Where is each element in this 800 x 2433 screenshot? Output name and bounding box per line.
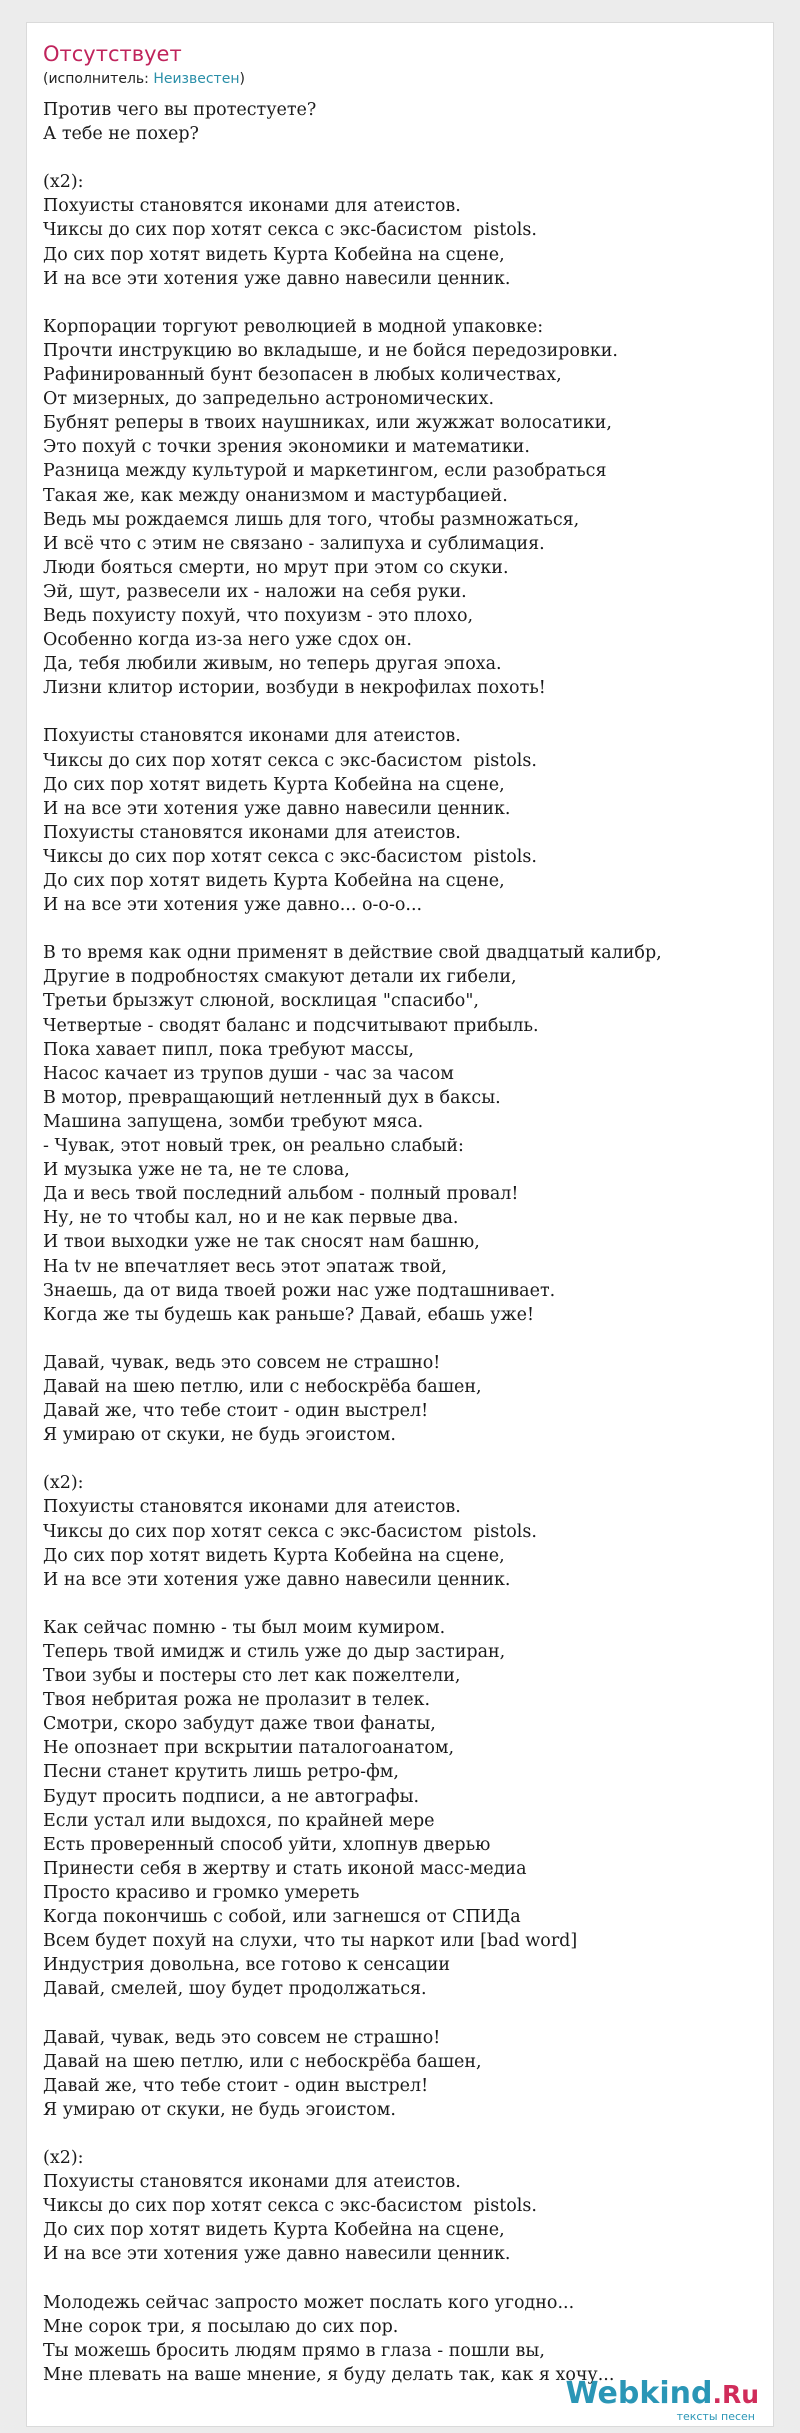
- lyric-line: (x2):: [43, 172, 84, 193]
- lyric-line: [43, 1447, 763, 1471]
- lyric-line: Когда же ты будешь как раньше? Давай, ебашь уже!: [43, 1304, 535, 1325]
- lyric-line: Если устал или выдохся, по крайней мере: [43, 1810, 435, 1831]
- lyric-line: Другие в подробностях смакуют детали их гибели,: [43, 967, 517, 988]
- artist-prefix: (исполнитель:: [43, 71, 154, 87]
- lyric-line: Похуисты становятся иконами для атеистов.: [43, 196, 461, 217]
- lyric-line: [43, 1592, 763, 1616]
- lyric-line: Теперь твой имидж и стиль уже до дыр застиран,: [43, 1642, 506, 1662]
- lyric-line: До сих пор хотят видеть Курта Кобейна на сцене,: [43, 871, 505, 891]
- lyric-line: Да, тебя любили живым, но теперь другая эпоха.: [43, 654, 502, 675]
- lyric-line: Песни станет крутить лишь ретро-фм,: [43, 1762, 399, 1783]
- lyric-line: Похуисты становятся иконами для атеистов.: [43, 2172, 461, 2193]
- lyric-line: Пока хавает пипл, пока требуют массы,: [43, 1039, 414, 1060]
- lyric-line: Просто красиво и громко умереть: [43, 1882, 360, 1903]
- lyric-line: Корпорации торгуют революцией в модной упаковке:: [43, 316, 544, 337]
- lyric-line: Третьи брызжут слюной, восклицая "спасибо",: [43, 991, 479, 1012]
- lyric-line: Как сейчас помню - ты был моим кумиром.: [43, 1617, 446, 1638]
- lyric-line: Против чего вы протестуете?: [43, 100, 317, 120]
- artist-link[interactable]: Неизвестен: [153, 71, 240, 87]
- lyric-line: Особенно когда из-за него уже сдох он.: [43, 630, 412, 651]
- lyric-line: А тебе не похер?: [43, 124, 199, 145]
- lyric-line: В то время как одни применят в действие свой двадцатый калибр,: [43, 943, 662, 964]
- lyric-line: Рафинированный бунт безопасен в любых количествах,: [43, 365, 562, 386]
- lyric-line: И твои выходки уже не так сносят нам башню,: [43, 1232, 480, 1253]
- lyric-line: На tv не впечатляет весь этот эпатаж твой,: [43, 1256, 447, 1277]
- lyric-line: Молодежь сейчас запросто может послать кого угодно...: [43, 2292, 575, 2313]
- lyric-line: Лизни клитор истории, возбуди в некрофилах похоть!: [43, 678, 546, 699]
- lyric-line: [43, 2122, 763, 2146]
- lyric-line: Такая же, как между онанизмом и мастурбацией.: [43, 485, 508, 506]
- lyric-line: Люди бояться смерти, но мрут при этом со скуки.: [43, 557, 509, 578]
- lyric-line: Чиксы до сих пор хотят секса с экс-басистом pistols.: [43, 1521, 537, 1542]
- lyric-line: Чиксы до сих пор хотят секса с экс-басистом pistols.: [43, 750, 537, 771]
- lyric-line: Бубнят реперы в твоих наушниках, или жужжат волосатики,: [43, 413, 612, 434]
- lyric-line: Ты можешь бросить людям прямо в глаза - пошли вы,: [43, 2340, 545, 2361]
- lyric-line: Насос качает из трупов души - час за часом: [43, 1063, 454, 1084]
- lyric-line: Давай, смелей, шоу будет продолжаться.: [43, 1979, 427, 2000]
- site-logo[interactable]: [566, 2378, 759, 2423]
- lyric-line: Да и весь твой последний альбом - полный провал!: [43, 1184, 519, 1205]
- lyric-line: От мизерных, до запредельно астрономических.: [43, 389, 495, 410]
- lyrics-card: [26, 22, 774, 2427]
- lyric-line: До сих пор хотят видеть Курта Кобейна на сцене,: [43, 774, 505, 795]
- logo-tagline: тексты песен: [676, 2410, 755, 2423]
- lyric-line: Ведь мы рождаемся лишь для того, чтобы размножаться,: [43, 509, 580, 530]
- lyric-line: Смотри, скоро забудут даже твои фанаты,: [43, 1714, 436, 1735]
- lyric-line: Мне плевать на ваше мнение, я буду делать так, как я хочу...: [43, 2364, 615, 2385]
- lyric-line: - Чувак, этот новый трек, он реально слабый:: [43, 1136, 464, 1157]
- logo-wordmark: [566, 2378, 759, 2411]
- lyric-line: Мне сорок три, я посылаю до сих пор.: [43, 2316, 399, 2337]
- lyric-line: Давай, чувак, ведь это совсем не страшно!: [43, 2027, 441, 2048]
- artist-suffix: ): [239, 71, 245, 87]
- lyric-line: Есть проверенный способ уйти, хлопнув дверью: [43, 1834, 491, 1855]
- lyric-line: [43, 291, 763, 315]
- artist-line: [43, 70, 245, 88]
- lyric-line: Давай же, что тебе стоит - один выстрел!: [43, 1401, 429, 1422]
- lyric-line: Четвертые - сводят баланс и подсчитывают прибыль.: [43, 1015, 539, 1036]
- lyric-line: [43, 917, 763, 941]
- lyric-line: Похуисты становятся иконами для атеистов.: [43, 1497, 461, 1518]
- lyric-line: Похуисты становятся иконами для атеистов.: [43, 726, 461, 747]
- lyric-line: И на все эти хотения уже давно... о-о-о...: [43, 895, 423, 916]
- lyric-line: Индустрия довольна, все готово к сенсации: [43, 1955, 451, 1976]
- lyric-line: (x2):: [43, 2147, 84, 2168]
- lyric-line: Знаешь, да от вида твоей рожи нас уже подташнивает.: [43, 1280, 556, 1301]
- lyric-line: Твои зубы и постеры сто лет как пожелтели,: [43, 1666, 461, 1687]
- lyric-line: До сих пор хотят видеть Курта Кобейна на сцене,: [43, 1545, 505, 1566]
- lyric-line: И на все эти хотения уже давно навесили ценник.: [43, 798, 511, 819]
- lyric-line: [43, 146, 763, 170]
- lyric-line: [43, 2001, 763, 2025]
- lyric-line: До сих пор хотят видеть Курта Кобейна на сцене,: [43, 244, 505, 265]
- lyric-line: Давай, чувак, ведь это совсем не страшно!: [43, 1352, 441, 1373]
- logo-word: Webkind: [565, 2376, 713, 2411]
- lyric-line: (x2):: [43, 1473, 84, 1494]
- lyrics-text: [43, 98, 763, 2387]
- lyric-line: Давай же, что тебе стоит - один выстрел!: [43, 2075, 429, 2096]
- lyric-line: Похуисты становятся иконами для атеистов.: [43, 822, 461, 843]
- lyric-line: Будут просить подписи, а не автографы.: [43, 1786, 420, 1807]
- lyric-line: Чиксы до сих пор хотят секса с экс-басистом pistols.: [43, 2196, 537, 2217]
- lyric-line: И музыка уже не та, не те слова,: [43, 1160, 350, 1181]
- lyric-line: Всем будет похуй на слухи, что ты наркот или [bad word]: [43, 1931, 578, 1952]
- lyric-line: [43, 1327, 763, 1351]
- lyric-line: Ну, не то чтобы кал, но и не как первые два.: [43, 1208, 459, 1229]
- lyric-line: Это похуй с точки зрения экономики и математики.: [43, 437, 530, 458]
- lyric-line: Чиксы до сих пор хотят секса с экс-басистом pistols.: [43, 846, 537, 867]
- lyric-line: Ведь похуисту похуй, что похуизм - это плохо,: [43, 605, 474, 626]
- lyric-line: Разница между культурой и маркетингом, если разобраться: [43, 461, 607, 482]
- lyric-line: И на все эти хотения уже давно навесили ценник.: [43, 2244, 511, 2265]
- song-title: Отсутствует: [43, 42, 182, 66]
- lyric-line: Машина запущена, зомби требуют мяса.: [43, 1111, 424, 1132]
- lyric-line: Принести себя в жертву и стать иконой масс-медиа: [43, 1858, 527, 1879]
- lyric-line: Чиксы до сих пор хотят секса с экс-басистом pistols.: [43, 220, 537, 241]
- lyric-line: Когда покончишь с собой, или загнешся от СПИДа: [43, 1907, 521, 1928]
- lyric-line: До сих пор хотят видеть Курта Кобейна на сцене,: [43, 2220, 505, 2241]
- lyric-line: Я умираю от скуки, не будь эгоистом.: [43, 2099, 396, 2120]
- lyric-line: [43, 2266, 763, 2290]
- lyric-line: И на все эти хотения уже давно навесили ценник.: [43, 268, 511, 289]
- lyric-line: Я умираю от скуки, не будь эгоистом.: [43, 1425, 396, 1446]
- lyric-line: Прочти инструкцию во вкладыше, и не бойся передозировки.: [43, 340, 618, 361]
- lyric-line: Не опознает при вскрытии паталогоанатом,: [43, 1738, 455, 1759]
- logo-tld: .Ru: [712, 2380, 759, 2409]
- lyric-line: И на все эти хотения уже давно навесили ценник.: [43, 1569, 511, 1590]
- lyric-line: Давай на шею петлю, или с небоскрёба башен,: [43, 2051, 482, 2072]
- lyric-line: Эй, шут, развесели их - наложи на себя руки.: [43, 581, 467, 602]
- lyric-line: И всё что с этим не связано - залипуха и сублимация.: [43, 533, 545, 554]
- lyric-line: [43, 700, 763, 724]
- lyric-line: Твоя небритая рожа не пролазит в телек.: [43, 1690, 431, 1711]
- lyric-line: Давай на шею петлю, или с небоскрёба башен,: [43, 1376, 482, 1397]
- lyric-line: В мотор, превращающий нетленный дух в баксы.: [43, 1087, 501, 1108]
